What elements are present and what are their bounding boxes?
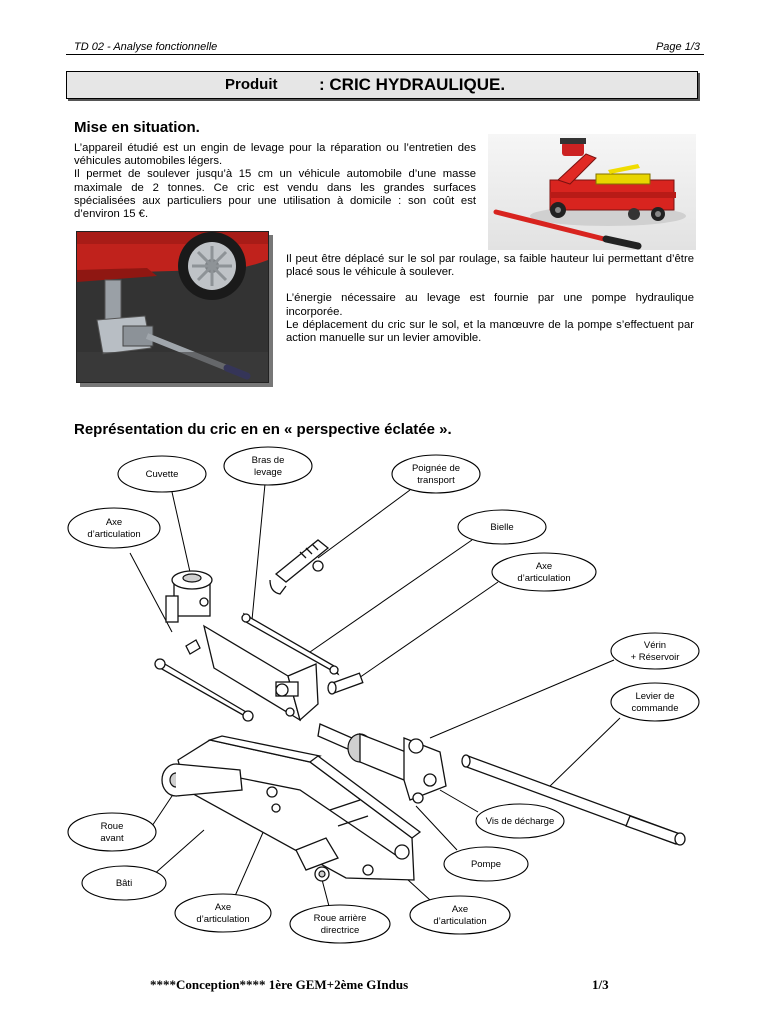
footer-course: ****Conception**** 1ère GEM+2ème GIndus [150,977,409,992]
callout-axe2-line2: d’articulation [517,573,571,584]
callout-bielle [458,510,546,544]
callout-levier-line1: Levier de [635,691,675,702]
callout-roue-avant-line1: Roue [100,821,124,832]
exploded-view-diagram [0,440,768,960]
callout-pompe [444,847,528,881]
callout-pompe-line1: Pompe [470,859,502,870]
callout-axe-articulation-1 [68,508,160,548]
callout-cuvette [118,456,206,492]
callout-bras-line2: levage [254,467,282,478]
callout-vis-line1: Vis de décharge [485,816,555,827]
callout-cuvette-line1: Cuvette [145,469,179,480]
footer-page: 1/3 [592,977,609,992]
transport-handle-part [270,540,328,594]
section-heading-exploded-view: Représentation du cric en en « perspective éclatée ». [74,421,452,438]
product-name: : CRIC HYDRAULIQUE. [319,75,506,94]
intro-sentence-1: L’appareil étudié est un engin de levage pour la réparation ou l’entretien des véhicules automobiles légers. [74,142,476,168]
callout-axe4-line2: d’articulation [433,916,487,927]
callout-poignee-line1: Poignée de [411,463,461,474]
callout-bati [82,866,166,900]
pins-part [328,673,363,694]
intro-sentence-2: Il permet de soulever jusqu’à 15 cm un véhicule automobile d’une masse maximale de 2 tonnes. Ce cric est vendu dans les grandes surfaces spécialisées aux particuliers pour une utilisation à domicile : son coût est d’environ 15 €. [74,168,476,221]
jack-product-photo [488,134,696,250]
cuvette-part [166,571,212,622]
callout-roue-arriere-line1: Roue arrière [313,913,367,924]
callout-bati-line1: Bâti [115,878,133,889]
header-divider [66,54,704,55]
callout-verin-line1: Vérin [643,640,667,651]
usage-sentence-2: L’énergie nécessaire au levage est fournie par une pompe hydraulique incorporée. [286,292,694,318]
callout-bielle-line1: Bielle [490,522,514,533]
product-title-box [66,71,698,99]
callout-levier-line2: commande [631,703,679,714]
callout-axe4-line1: Axe [451,904,469,915]
callout-roue-arriere-line2: directrice [320,925,360,936]
callout-roue-avant [68,813,156,851]
callout-roue-arriere [290,905,390,943]
usage-sentence-1: Il peut être déplacé sur le sol par roulage, sa faible hauteur lui permettant d’être placé sous le véhicule à soulever. [286,253,694,279]
header-page-number: Page 1/3 [655,41,700,53]
usage-paragraph [286,253,694,345]
product-label: Produit [225,76,278,93]
callout-axe2-line1: Axe [535,561,553,572]
callout-axe3-line2: d’articulation [196,914,250,925]
callout-roue-avant-line2: avant [100,833,124,844]
callout-bras-levage [224,447,312,485]
callout-poignee-transport [392,455,480,493]
callout-poignee-line2: transport [417,475,455,486]
intro-paragraph [74,142,476,221]
usage-sentence-3: Le déplacement du cric sur le sol, et la manœuvre de la pompe s’effectuent par action manuelle sur un levier amovible. [286,318,694,345]
callout-axe-articulation-2 [492,553,596,591]
lifting-arm-part [204,626,318,720]
callout-verin-reservoir [611,633,699,669]
callout-axe-articulation-4 [410,896,510,934]
jack-parts-drawing [155,540,685,881]
jack-in-use-photo [76,231,269,383]
callout-axe-articulation-3 [175,894,271,932]
callout-axe1-line2: d’articulation [87,529,141,540]
callout-axe3-line1: Axe [214,902,232,913]
callout-axe1-line1: Axe [105,517,123,528]
section-heading-situation: Mise en situation. [74,119,200,136]
callout-verin-line2: + Réservoir [630,652,680,663]
callout-levier-commande [611,683,699,721]
callout-vis-decharge [476,804,564,838]
callout-bras-line1: Bras de [251,455,285,466]
header-doc-title: TD 02 - Analyse fonctionnelle [74,41,218,53]
